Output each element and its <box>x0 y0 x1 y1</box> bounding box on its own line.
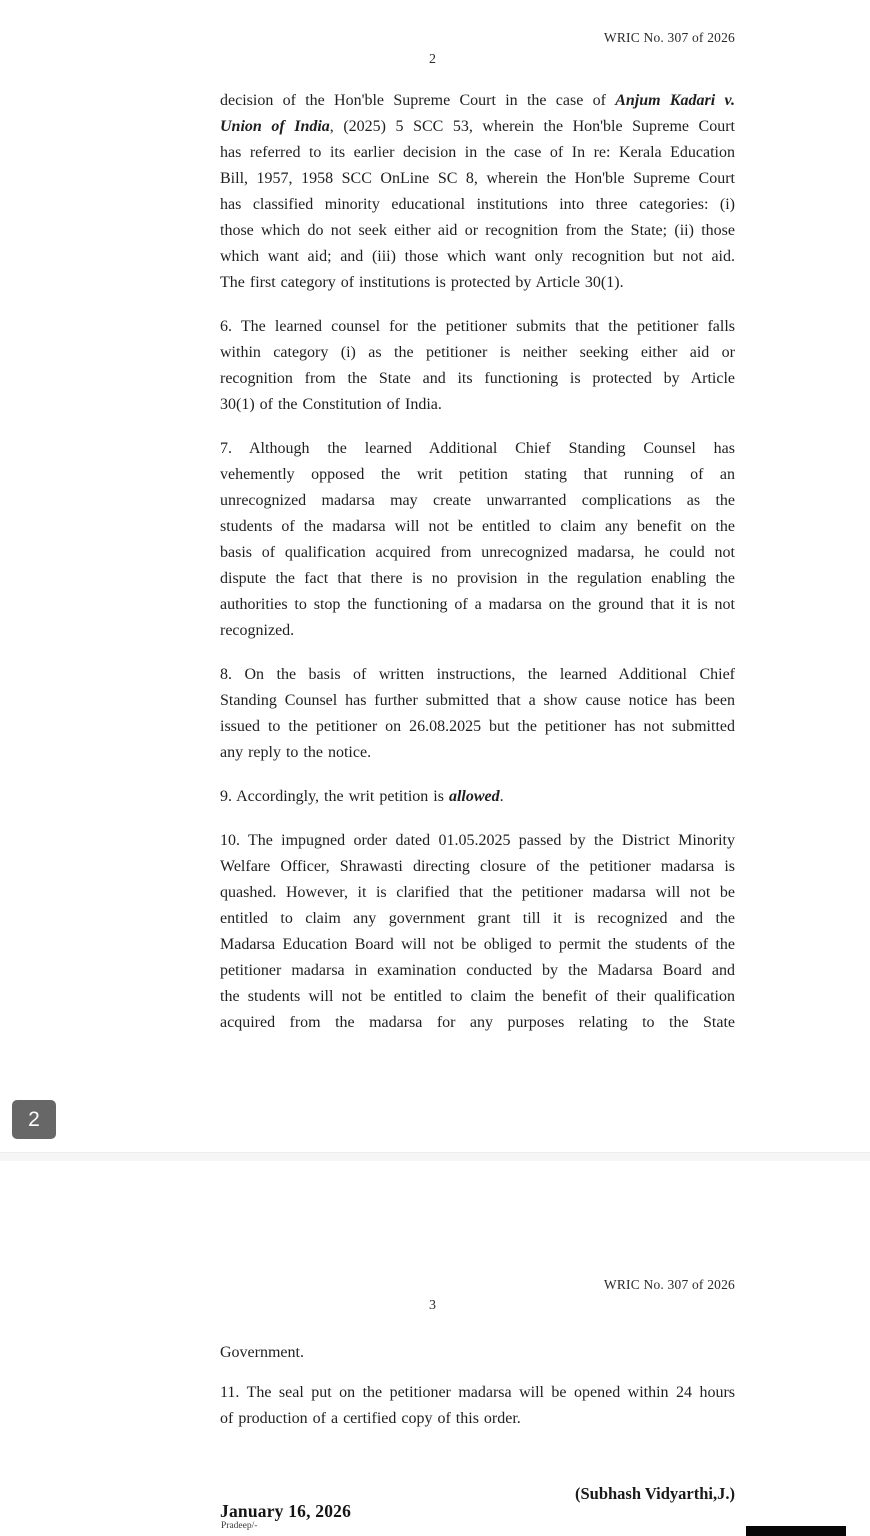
paragraph-6: 6. The learned counsel for the petitioner submits that the petitioner falls within category (i) as the petitioner is neither seeking either aid or recognition from the State and its functioning is protected by Article 30(1) of the Constitution of India. <box>220 318 735 413</box>
paragraph-continuation-government: Government. <box>220 1344 304 1361</box>
stenographer-initials: Pradeep/- <box>221 1521 258 1531</box>
page-number: 3 <box>429 1298 436 1313</box>
case-number-header: WRIC No. 307 of 2026 <box>603 1277 735 1292</box>
page-indicator-badge: 2 <box>12 1100 56 1139</box>
page-number: 2 <box>429 52 436 67</box>
redaction-block <box>746 1526 846 1536</box>
judge-signature: (Subhash Vidyarthi,J.) <box>574 1484 735 1503</box>
paragraph-9: 9. Accordingly, the writ petition is allowed. <box>220 788 504 805</box>
case-citation-bold: Anjum Kadari v. <box>615 92 735 109</box>
case-citation-bold: Union of India <box>220 118 330 135</box>
paragraph-10: 10. The impugned order dated 01.05.2025 passed by the District Minority Welfare Officer, Shrawasti directing closure of the petitioner madarsa is quashed. However, it is clarified that the petitioner madarsa will not be entitled to claim any government grant till it is recognized and the Madarsa Education Board will not be obliged to permit the students of the petitioner madarsa in examination conducted by the Madarsa Board and the students will not be entitled to claim the benefit of their qualification acquired from the madarsa for any purposes relating to the State <box>220 832 735 1031</box>
order-body-text <box>220 88 735 1054</box>
paragraph-continuation: decision of the Hon'ble Supreme Court in the case of Anjum Kadari v. Union of India, (2025) 5 SCC 53, wherein the Hon'ble Supreme Court has referred to its earlier decision in the case of In re: Kerala Education Bill, 1957, 1958 SCC OnLine SC 8, wherein the Hon'ble Supreme Court has classified minority educational institutions into three categories: (i) those which do not seek either aid or recognition from the State; (ii) those which want aid; and (iii) those which want only recognition but not aid. The first category of institutions is protected by Article 30(1). <box>220 92 735 291</box>
case-number-header: WRIC No. 307 of 2026 <box>603 30 735 45</box>
paragraph-7: 7. Although the learned Additional Chief Standing Counsel has vehemently opposed the writ petition stating that running of an unrecognized madarsa may create unwarranted complications as the students of the madarsa will not be entitled to claim any benefit on the basis of qualification acquired from unrecognized madarsa, he could not dispute the fact that there is no provision in the regulation enabling the authorities to stop the functioning of a madarsa on the ground that it is not recognized. <box>220 440 735 639</box>
order-date: January 16, 2026 <box>220 1501 352 1521</box>
paragraph-8: 8. On the basis of written instructions, the learned Additional Chief Standing Counsel has further submitted that a show cause notice has been issued to the petitioner on 26.08.2025 but the petitioner has not submitted any reply to the notice. <box>220 666 735 761</box>
allowed-emphasis: allowed <box>448 788 500 805</box>
paragraph-11: 11. The seal put on the petitioner madarsa will be opened within 24 hours of production of a certified copy of this order. <box>220 1384 735 1427</box>
